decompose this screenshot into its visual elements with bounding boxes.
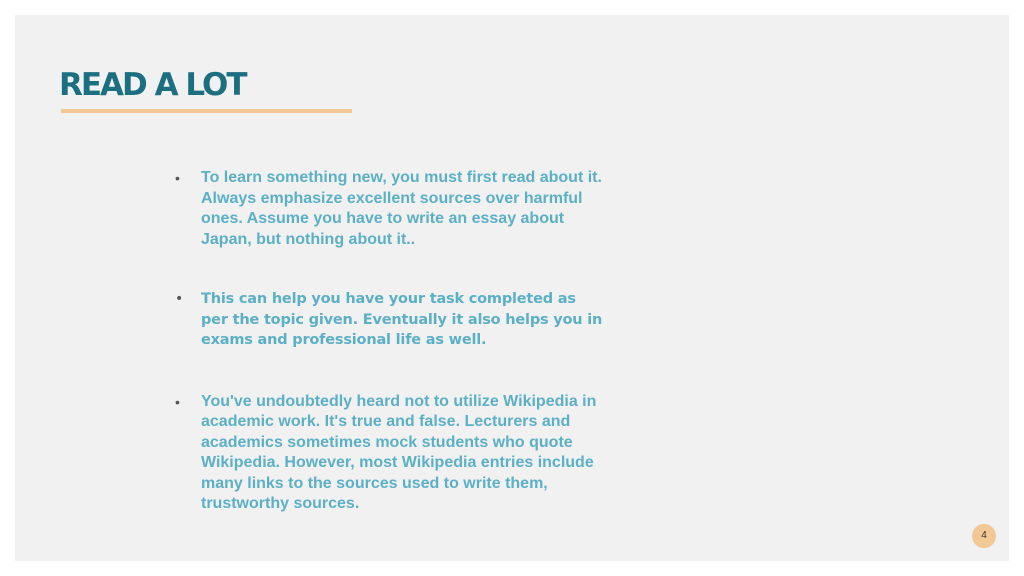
bullet-item [175, 289, 605, 351]
bullet-text: To learn something new, you must first read about it. Always emphasize excellent sources over harmful ones. Assume you have to write an essay about Japan, but nothing about it.. [201, 169, 602, 248]
page-number-badge: 4 [972, 524, 996, 548]
bullet-item [175, 168, 605, 250]
bullet-icon: • [175, 291, 184, 307]
title-underline [61, 109, 352, 113]
slide [15, 15, 1009, 561]
bullet-list [175, 168, 605, 515]
bullet-text: You've undoubtedly heard not to utilize Wikipedia in academic work. It's true and false. Lecturers and academics sometimes mock students who quote Wikipedia. However, most Wikipedia entries include many links to the sources used to write them, trustworthy sources. [201, 392, 597, 512]
bullet-text: This can help you have your task completed as per the topic given. Eventually it also helps you in exams and professional life as well. [201, 291, 603, 348]
slide-title: READ A LOT [59, 67, 246, 103]
bullet-icon: • [175, 393, 180, 410]
bullet-item [175, 392, 605, 515]
bullet-icon: • [175, 170, 180, 186]
